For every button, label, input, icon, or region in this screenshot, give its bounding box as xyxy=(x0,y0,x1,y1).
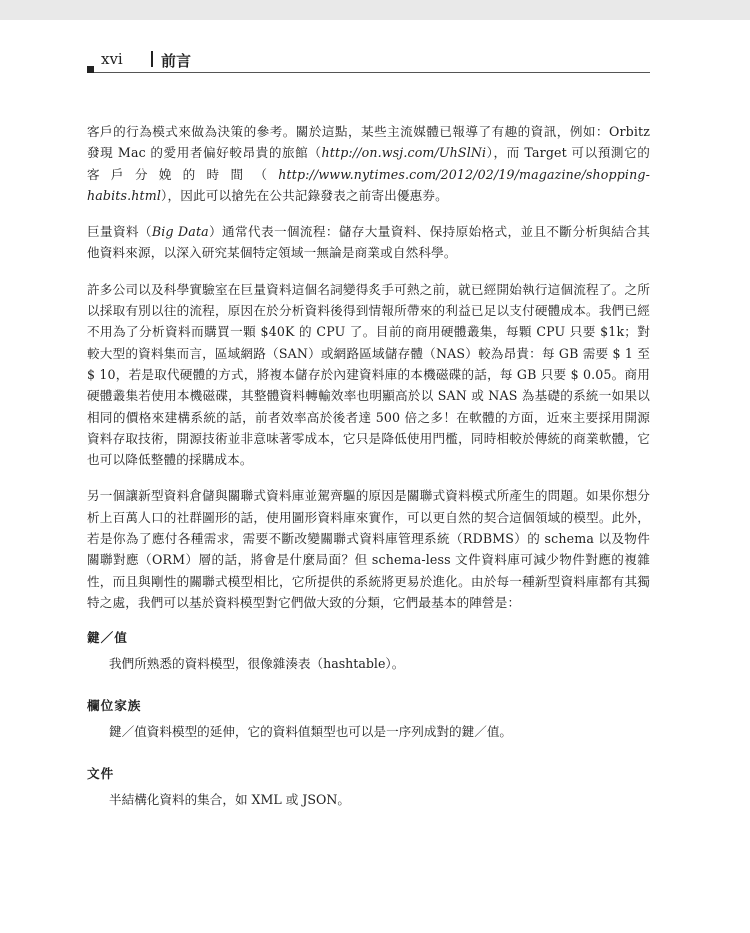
definition-key-value: 我們所熟悉的資料模型，很像雜湊表（hashtable）。 xyxy=(109,656,405,672)
term-big-data: Big Data xyxy=(151,224,209,240)
p1-text-a: 客戶的行為模式來做為決策的參考。關於這點，某些主流媒體已報導了有趣的資訊，例如：Orbitz 發現 Mac 的愛用者偏好較昂貴的旅館（ xyxy=(87,124,650,161)
p1-text-c: ），因此可以搶先在公共記錄發表之前寄出優惠券。 xyxy=(161,187,448,203)
url-nytimes: http://www.nytimes.com/2012/02/19/magazine/shopping-habits.html xyxy=(87,166,650,203)
url-wsj: http://on.wsj.com/UhSlNi xyxy=(321,145,487,161)
chapter-title: 前言 xyxy=(161,52,192,70)
p1-text-b: ），而 Target 可以預測它的客戶分娩的時間（ xyxy=(87,145,650,182)
page-body xyxy=(87,121,650,832)
page-header xyxy=(87,50,650,73)
term-key-value: 鍵／值 xyxy=(87,630,128,646)
header-divider xyxy=(151,51,153,67)
paragraph-4: 另一個讓新型資料倉儲與關聯式資料庫並駕齊驅的原因是關聯式資料模式所產生的問題。如果你想分析上百萬人口的社群圖形的話，使用圖形資料庫來實作，可以更自然的契合這個領域的模型。此外，若是你為了應付各種需求，需要不斷改變關聯式資料庫管理系統（RDBMS）的 schema 以及物件關聯對應（ORM）層的話，將會是什麼局面？但 schema-less 文件資料庫可減少物件對應的複雜性，而且與剛性的關聯式模型相比，它所提供的系統將更易於進化。由於每一種新型資料庫都有其獨特之處，我們可以基於資料模型對它們做大致的分類，它們最基本的陣營是： xyxy=(87,488,650,610)
term-document: 文件 xyxy=(87,766,115,782)
definition-column-family: 鍵／值資料模型的延伸，它的資料值類型也可以是一序列成對的鍵／值。 xyxy=(109,724,512,740)
header-marker xyxy=(87,66,94,73)
paragraph-2 xyxy=(87,221,650,264)
p2-text-b: ）通常代表一個流程：儲存大量資料、保持原始格式，並且不斷分析與結合其他資料來源，以深入研究某個特定領域一無論是商業或自然科學。 xyxy=(87,224,650,261)
paragraph-3: 許多公司以及科學實驗室在巨量資料這個名詞變得炙手可熱之前，就已經開始執行這個流程了。之所以採取有別以往的流程，原因在於分析資料後得到情報所帶來的利益已足以支付硬體成本。我們已經不用為了分析資料而購買一顆 $40K 的 CPU 了。目前的商用硬體叢集，每顆 CPU 只要 $1k；對較大型的資料集而言，區域網路（SAN）或網路區域儲存體（NAS）較為昂貴：每 GB 需要 $ 1 至 $ 10，若是取代硬體的方式，將複本儲存於內建資料庫的本機磁碟的話，每 GB 只要 $ 0.05。商用硬體叢集若使用本機磁碟，其整體資料轉輸效率也明顯高於以 SAN 或 NAS 為基礎的系統一如果以相同的價格來建構系統的話，前者效率高於後者達 500 倍之多！在軟體的方面，近來主要採用開源資料存取技術，開源技術並非意味著零成本，它只是降低使用門檻，同時相較於傳統的商業軟體，它也可以降低整體的採購成本。 xyxy=(87,281,650,468)
p2-text-a: 巨量資料（ xyxy=(87,224,152,240)
top-band xyxy=(0,0,750,20)
paragraph-1 xyxy=(87,121,650,206)
term-column-family: 欄位家族 xyxy=(87,698,142,714)
page-number: xvi xyxy=(101,50,123,68)
definition-document: 半結構化資料的集合，如 XML 或 JSON。 xyxy=(109,792,350,808)
